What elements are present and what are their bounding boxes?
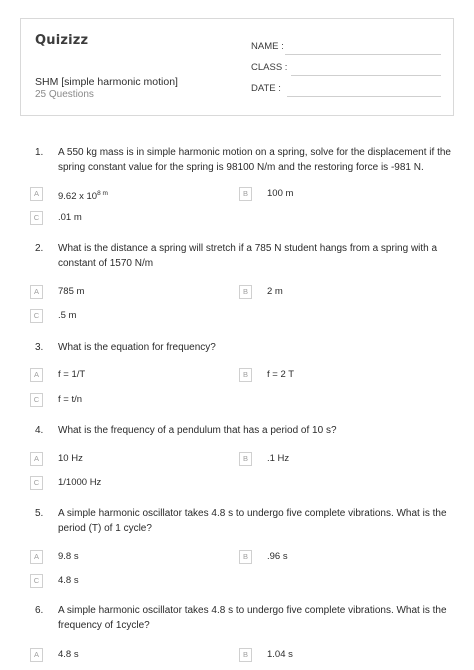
option-letter-box: B xyxy=(239,187,252,201)
option-value: f = t/n xyxy=(58,394,83,405)
option-letter-box: B xyxy=(239,285,252,299)
question-number: 1. xyxy=(35,147,44,158)
option-letter-box: C xyxy=(30,574,43,588)
option-value: f = 2 T xyxy=(267,369,295,380)
quizizz-logo: Quizizz xyxy=(35,33,89,48)
worksheet-title: SHM [simple harmonic motion] xyxy=(35,76,178,88)
option-letter-box: B xyxy=(239,368,252,382)
worksheet-header xyxy=(20,18,454,116)
question-count: 25 Questions xyxy=(35,89,94,100)
question-number: 2. xyxy=(35,243,44,254)
option-value: 4.8 s xyxy=(58,649,79,660)
option-letter-box: A xyxy=(30,648,43,662)
option-value: 9.8 s xyxy=(58,551,79,562)
option-letter-box: C xyxy=(30,211,43,225)
question-text: What is the frequency of a pendulum that has a period of 10 s? xyxy=(58,425,337,436)
option-value: .96 s xyxy=(267,551,288,562)
option-letter-box: C xyxy=(30,393,43,407)
question-number: 3. xyxy=(35,342,44,353)
option-value: 1.04 s xyxy=(267,649,293,660)
question-text: A simple harmonic oscillator takes 4.8 s to undergo five complete vibrations. What is the frequency of 1cycle? xyxy=(58,605,447,631)
option-value: 9.62 x $10^{8 m}$ xyxy=(58,190,108,203)
class-label: CLASS : xyxy=(251,62,288,73)
option-value: 1/1000 Hz xyxy=(58,477,102,488)
option-letter-box: C xyxy=(30,476,43,490)
option-value: f = 1/T xyxy=(58,369,86,380)
question-number: 4. xyxy=(35,425,44,436)
option-value: 785 m xyxy=(58,286,85,297)
question-text: What is the distance a spring will stretch if a 785 N student hangs from a spring with a constant of 1570 N/m xyxy=(58,243,438,269)
option-value: 4.8 s xyxy=(58,575,79,586)
option-value: 100 m xyxy=(267,188,294,199)
option-value: .1 Hz xyxy=(267,453,290,464)
date-line[interactable] xyxy=(287,96,441,97)
option-value: .5 m xyxy=(58,310,77,321)
option-letter-box: C xyxy=(30,309,43,323)
option-letter-box: A xyxy=(30,368,43,382)
class-line[interactable] xyxy=(291,75,441,76)
option-letter-box: A xyxy=(30,550,43,564)
question-text: What is the equation for frequency? xyxy=(58,342,216,353)
option-letter-box: B xyxy=(239,550,252,564)
option-letter-box: B xyxy=(239,648,252,662)
class-field[interactable] xyxy=(251,62,441,78)
name-line[interactable] xyxy=(285,54,441,55)
question-number: 6. xyxy=(35,605,44,616)
date-label: DATE : xyxy=(251,83,281,94)
option-value: 10 Hz xyxy=(58,453,83,464)
question-text: A 550 kg mass is in simple harmonic motion on a spring, solve for the displacement if the spring constant value for the spring is 98100 N/m and the restoring force is -981 N. xyxy=(58,147,451,173)
date-field[interactable] xyxy=(251,83,441,99)
option-letter-box: A xyxy=(30,187,43,201)
option-letter-box: A xyxy=(30,285,43,299)
option-value: .01 m xyxy=(58,212,82,223)
question-text: A simple harmonic oscillator takes 4.8 s to undergo five complete vibrations. What is the period (T) of 1 cycle? xyxy=(58,508,447,534)
name-label: NAME : xyxy=(251,41,284,52)
option-letter-box: A xyxy=(30,452,43,466)
option-letter-box: B xyxy=(239,452,252,466)
name-field[interactable] xyxy=(251,41,441,57)
question-number: 5. xyxy=(35,508,44,519)
option-value: 2 m xyxy=(267,286,283,297)
